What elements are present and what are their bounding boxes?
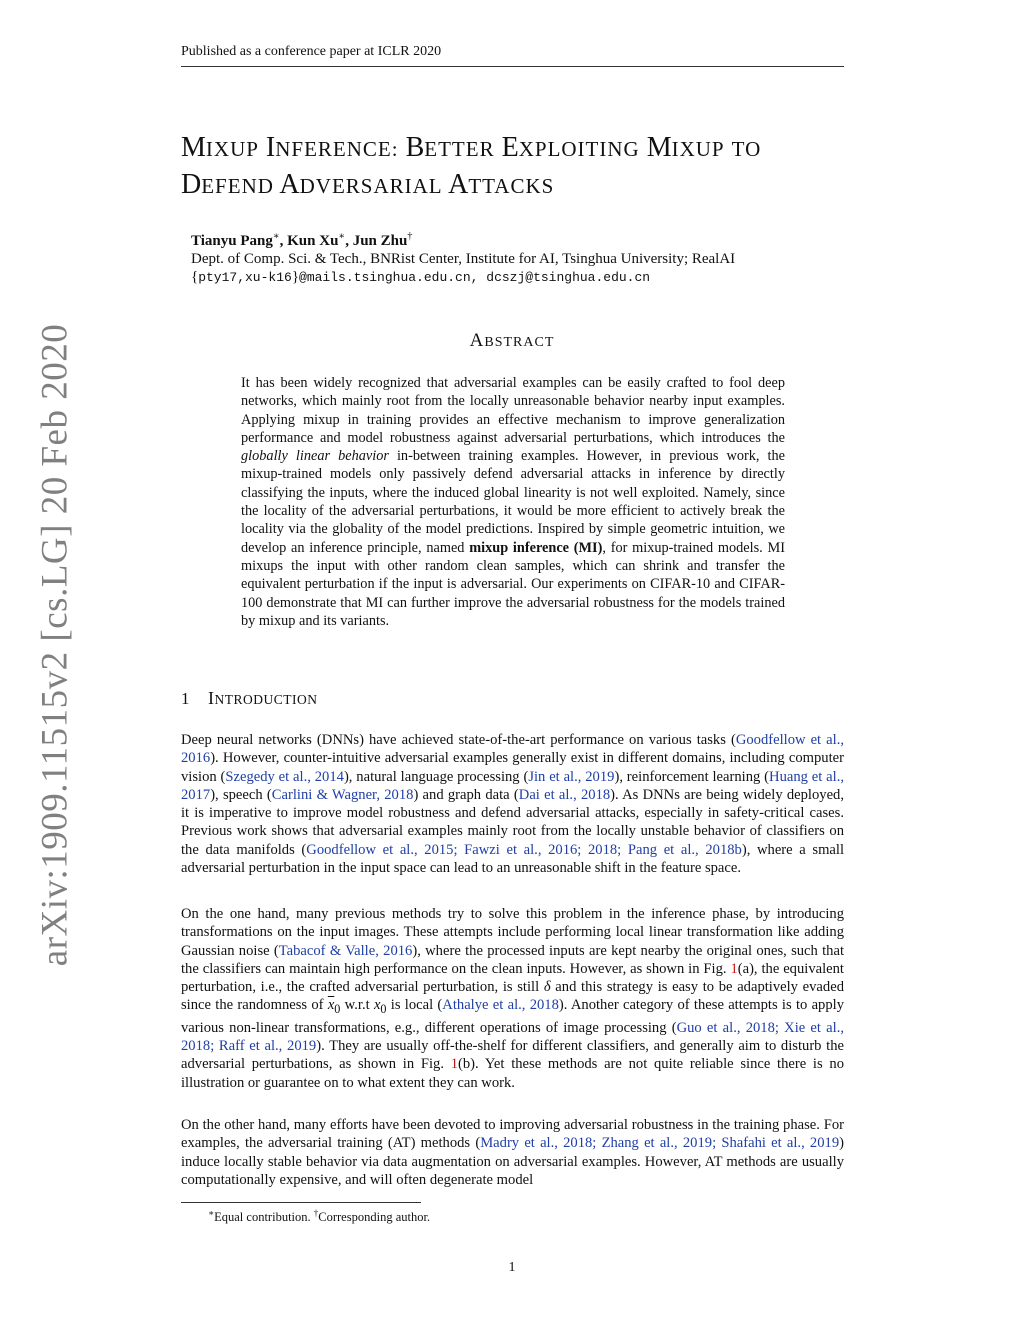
title-word: MIXUP — [181, 132, 259, 163]
bold-acronym: (MI) — [573, 539, 603, 556]
citation[interactable]: Athalye et al., 2018 — [442, 997, 559, 1014]
emails: {pty17,xu-k16}@mails.tsinghua.edu.cn, dcszj@tsinghua.edu.cn — [191, 269, 651, 285]
math-delta: δ — [543, 979, 551, 996]
corresponding-author-mark: † — [407, 231, 413, 242]
footnote-rule — [181, 1202, 421, 1203]
paragraph-2: On the one hand, many previous methods try to solve this problem in the inference phase, by introducing transformations on the input images. These attempts include performing local linear transformation like adding Gaussian noise (Tabacof & Valle, 2016), where the processed inputs are kept nearby the original ones, such that the classifiers can maintain high performance on the clean inputs. However, as shown in Fig. 1(a), the equivalent perturbation, i.e., the crafted adversarial perturbation, is still δ and this strategy is easy to be adaptively evaded since the randomness of $\overline{x}_0$ w.r.t $x_0$ is local (Athalye et al., 2018). Another category of these attempts is to apply various non-linear transformations, e.g., different operations of image processing (Guo et al., 2018; Xie et al., 2018; Raff et al., 2019). They are usually off-the-shelf for different classifiers, and generally aim to disturb the adversarial perturbations, as shown in Fig. 1(b). Yet these methods are not quite reliable since there is no illustration or guarantee on to what extent they can work. — [181, 906, 844, 1091]
author-1: Tianyu Pang — [191, 233, 273, 249]
title-line-1 — [181, 130, 851, 167]
section-number: 1 — [181, 689, 190, 708]
citation[interactable]: Madry et al., 2018; Zhang et al., 2019; Shafahi et al., 2019 — [480, 1135, 840, 1152]
citation[interactable]: Dai et al., 2018 — [518, 786, 611, 803]
title-word: MIXUP — [646, 132, 725, 163]
figure-reference[interactable]: 1 — [450, 1056, 459, 1073]
arxiv-stamp-text: arXiv:1909.11515v2 [cs.LG] 20 Feb 2020 — [34, 323, 76, 967]
citation[interactable]: Jin et al., 2019 — [528, 768, 615, 785]
math-x0-bar: $\overline{x}$ — [327, 997, 335, 1014]
paper-title — [181, 130, 851, 204]
citation[interactable]: Goodfellow et al., 2016 — [181, 732, 844, 767]
bold-term: mixup inference — [469, 539, 570, 556]
citation[interactable]: Guo et al., 2018; Xie et al., 2018; Raff et al., 2019 — [181, 1019, 844, 1054]
equal-contribution-mark: ∗ — [272, 231, 280, 242]
email-users: pty17,xu-k16 — [198, 270, 292, 285]
abstract-text: It has been widely recognized that adversarial examples can be easily crafted to fool deep networks, which mainly root from the locally unreasonable behavior nearby input examples. Applying mixup in training provides an effective mechanism to improve generalization performance and model robustness against adversarial perturbations, which introduces the globally linear behavior in-between training examples. However, in previous work, the mixup-trained models only passively defend adversarial attacks in inference by directly classifying the inputs, where the induced global linearity is not well exploited. Namely, since the locality of the adversarial perturbations, it would be more efficient to actively break the locality via the globality of the model predictions. Inspired by simple geometric intuition, we develop an inference principle, named mixup inference (MI), for mixup-trained models. MI mixups the input with other random clean samples, which can shrink and transfer the equivalent perturbation if the input is adversarial. Our experiments on CIFAR-10 and CIFAR-100 demonstrate that MI can further improve the adversarial robustness for the models trained by mixup and its variants. — [241, 375, 785, 629]
running-header: Published as a conference paper at ICLR 2020 — [181, 44, 442, 59]
paragraph-3: On the other hand, many efforts have been devoted to improving adversarial robustness in the training phase. For examples, the adversarial training (AT) methods (Madry et al., 2018; Zhang et al., 2019; Shafahi et al., 2019) induce locally stable behavior via data augmentation on adversarial examples. However, AT methods are usually computationally expensive, and will often degenerate model — [181, 1117, 844, 1188]
author-3: Jun Zhu — [352, 233, 408, 249]
abstract-heading: ABSTRACT — [469, 330, 555, 351]
affiliation: Dept. of Comp. Sci. & Tech., BNRist Center, Institute for AI, Tsinghua University; RealAI — [191, 251, 736, 267]
title-word: TO — [731, 137, 762, 161]
citation[interactable]: Carlini & Wagner, 2018 — [271, 786, 414, 803]
author-names: Tianyu Pang∗, Kun Xu∗, Jun Zhu† — [191, 231, 413, 249]
section-heading-introduction: 1 INTRODUCTION — [181, 688, 318, 708]
title-word: BETTER — [405, 132, 495, 163]
equal-contribution-mark: ∗ — [338, 231, 346, 242]
title-word: ADVERSARIAL — [279, 169, 443, 200]
title-word: DEFEND — [181, 169, 274, 200]
author-2: Kun Xu — [287, 233, 339, 249]
page-number: 1 — [508, 1260, 516, 1275]
figure-reference[interactable]: 1 — [730, 960, 738, 977]
citation[interactable]: Tabacof & Valle, 2016 — [278, 942, 413, 959]
citation[interactable]: Goodfellow et al., 2015; Fawzi et al., 2016; 2018; Pang et al., 2018b — [306, 841, 742, 858]
email-domains: @mails.tsinghua.edu.cn, dcszj@tsinghua.edu.cn — [299, 270, 651, 285]
emphasis: globally linear behavior — [241, 448, 389, 465]
title-word: EXPLOITING — [501, 132, 640, 163]
paragraph-1: Deep neural networks (DNNs) have achieved state-of-the-art performance on various tasks (Goodfellow et al., 2016). However, counter-intuitive adversarial examples generally exist in different domains, including computer vision (Szegedy et al., 2014), natural language processing (Jin et al., 2019), reinforcement learning (Huang et al., 2017), speech (Carlini & Wagner, 2018) and graph data (Dai et al., 2018). As DNNs are being widely deployed, it is imperative to improve model robustness and defend adversarial attacks, especially in safety-critical cases. Previous work shows that adversarial examples mainly root from the locally unstable behavior of classifiers on the data manifolds (Goodfellow et al., 2015; Fawzi et al., 2016; 2018; Pang et al., 2018b), where a small adversarial perturbation in the input space can lead to an unreasonable shift in the feature space. — [181, 732, 845, 877]
footnote: ∗Equal contribution. †Corresponding author. — [208, 1208, 431, 1225]
citation[interactable]: Szegedy et al., 2014 — [225, 768, 344, 785]
header-rule — [181, 66, 844, 67]
citation[interactable]: Huang et al., 2017 — [181, 768, 844, 803]
title-word: INFERENCE: — [265, 132, 399, 163]
math-x0: x — [373, 997, 381, 1014]
title-word: ATTACKS — [448, 169, 555, 200]
author-block — [191, 228, 735, 287]
title-line-2 — [181, 167, 851, 204]
